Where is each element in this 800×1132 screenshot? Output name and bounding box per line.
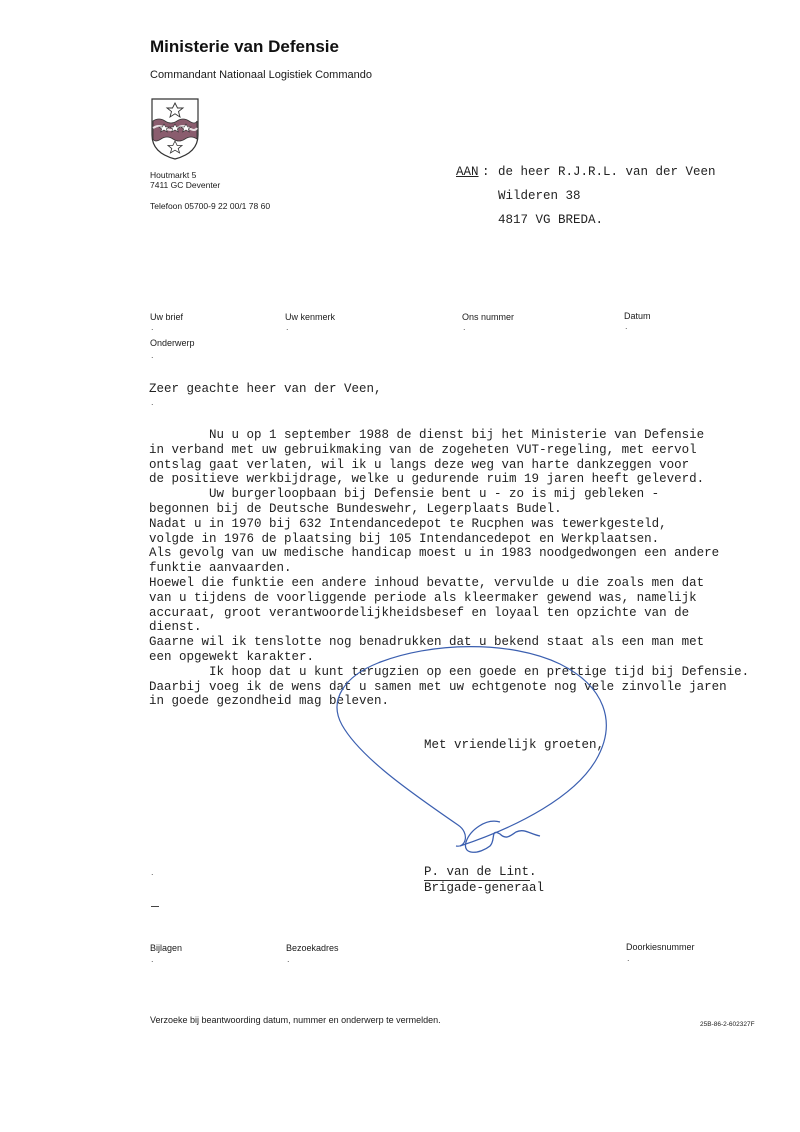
form-code: 25B-86-2-602327F [700,1021,755,1028]
field-marker: . [151,350,154,360]
ministry-title: Ministerie van Defensie [150,37,339,56]
salutation: Zeer geachte heer van der Veen, [149,382,382,396]
address-street: Houtmarkt 5 [150,170,197,180]
field-marker: . [627,953,630,963]
recipient-street: Wilderen 38 [498,189,581,203]
crest-emblem-icon [150,97,200,166]
field-uw-kenmerk: Uw kenmerk [285,312,336,322]
signatory-name: P. van de Lint. [424,865,537,879]
command-subtitle: Commandant Nationaal Logistiek Commando [150,69,372,81]
signatory-rank: Brigade-generaal [424,881,545,895]
field-marker: . [286,322,289,332]
field-marker: . [151,867,154,877]
field-ons-nummer: Ons nummer [462,312,515,322]
margin-mark [151,906,159,907]
footer-doorkiesnummer: Doorkiesnummer [626,942,695,952]
recipient-city: 4817 VG BREDA. [498,213,604,227]
recipient-label: AAN [456,165,479,179]
recipient-name: de heer R.J.R.L. van der Veen [498,165,716,179]
field-onderwerp: Onderwerp [150,338,195,348]
footer-bezoekadres: Bezoekadres [286,943,339,953]
address-city: 7411 GC Deventer [150,180,221,190]
field-marker: . [151,397,154,407]
phone-number: Telefoon 05700-9 22 00/1 78 60 [150,201,271,211]
letter-body: Nu u op 1 september 1988 de dienst bij het Ministerie van Defensie in verband met uw gebruikmaking van de zogeheten VUT-regeling, met eervol ontslag gaat verlaten, wil ik u langs deze weg van harte dankzeggen voor de positieve werkbijdrage, welke u gedurende ruim 19 jaren heeft geleverd. Uw burgerloopbaan bij Defensie bent u - zo is mij gebleken - begonnen bij de Deutsche Bundeswehr, Legerplaats Budel. Nadat u in 1970 bij 632 Intendancedepot te Rucphen was tewerkgesteld, volgde in 1976 de plaatsing bij 105 Intendancedepot en Werkplaatsen. Als gevolg van uw medische handicap moest u in 1983 noodgedwongen een andere funktie aanvaarden. Hoewel die funktie een andere inhoud bevatte, vervulde u die zoals men dat van u tijdens de voorliggende periode als kleermaker gewend was, namelijk accuraat, groot verantwoordelijkheidsbesef en loyaal ten opzichte van de dienst. Gaarne wil ik tenslotte nog benadrukken dat u bekend staat als een man met een opgewekt karakter. Ik hoop dat u kunt terugzien op een goede en prettige tijd bij Defensie. Daarbij voeg ik de wens dat u samen met uw echtgenote nog vele zinvolle jaren in goede gezondheid mag beleven. [149,428,750,709]
field-marker: . [287,954,290,964]
field-datum: Datum [624,311,651,321]
field-marker: . [625,321,628,331]
recipient-colon: : [482,165,490,179]
footer-instruction: Verzoeke bij beantwoording datum, nummer en onderwerp te vermelden. [150,1015,441,1025]
field-marker: . [151,954,154,964]
footer-bijlagen: Bijlagen [150,943,183,953]
field-marker: . [151,322,154,332]
field-marker: . [463,322,466,332]
closing: Met vriendelijk groeten, [424,738,605,752]
field-uw-brief: Uw brief [150,312,184,322]
